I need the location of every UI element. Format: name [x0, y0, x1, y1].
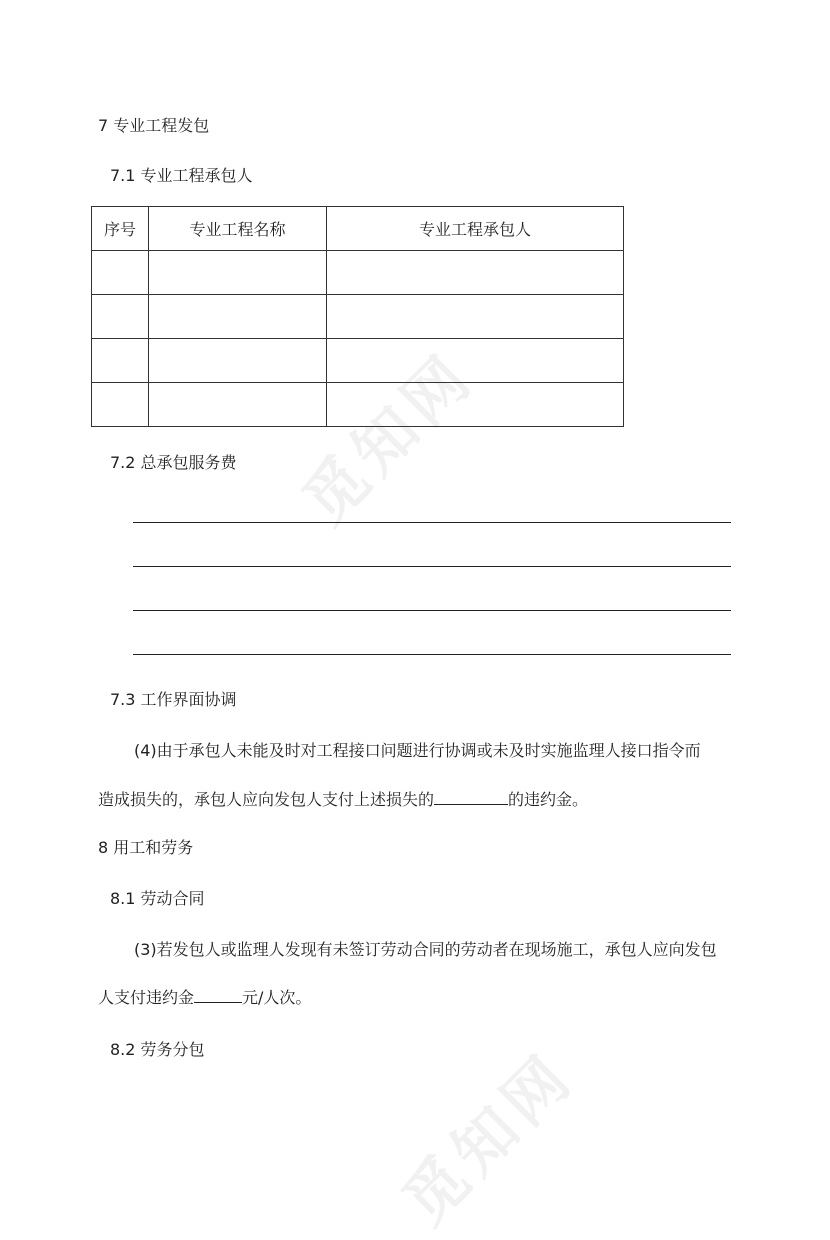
paragraph-text: 造成损失的，承包人应向发包人支付上述损失的 — [98, 790, 435, 809]
table-cell[interactable] — [327, 383, 624, 427]
penalty-blank[interactable] — [194, 986, 242, 1003]
paragraph-line: (3)若发包人或监理人发现有未签订劳动合同的劳动者在现场施工，承包人应向发包 — [134, 940, 717, 959]
table-cell[interactable] — [92, 339, 149, 383]
section-7-2-heading: 7.2 总承包服务费 — [110, 453, 237, 472]
fill-in-line[interactable] — [133, 610, 731, 611]
table-cell[interactable] — [327, 295, 624, 339]
table-row — [92, 339, 624, 383]
paragraph-text: 元/人次。 — [242, 988, 312, 1007]
table-row — [92, 251, 624, 295]
table-row — [92, 383, 624, 427]
section-7-heading: 7 专业工程发包 — [98, 116, 210, 135]
table-row — [92, 295, 624, 339]
paragraph-line: (4)由于承包人未能及时对工程接口问题进行协调或未及时实施监理人接口指令而 — [134, 741, 701, 760]
paragraph-text: 人支付违约金 — [98, 988, 195, 1007]
table-cell[interactable] — [92, 383, 149, 427]
fill-in-line[interactable] — [133, 566, 731, 567]
column-header: 专业工程名称 — [149, 207, 327, 251]
table-cell[interactable] — [149, 339, 327, 383]
section-8-2-heading: 8.2 劳务分包 — [110, 1040, 205, 1059]
section-8-heading: 8 用工和劳务 — [98, 838, 194, 857]
column-header: 专业工程承包人 — [327, 207, 624, 251]
paragraph-text: 的违约金。 — [508, 790, 589, 809]
table-cell[interactable] — [92, 251, 149, 295]
paragraph-line — [98, 787, 588, 810]
table-cell[interactable] — [92, 295, 149, 339]
table-header-row — [92, 207, 624, 251]
section-7-3-heading: 7.3 工作界面协调 — [110, 690, 237, 709]
column-header: 序号 — [92, 207, 149, 251]
fill-in-line[interactable] — [133, 654, 731, 655]
section-8-1-heading: 8.1 劳动合同 — [110, 889, 205, 908]
watermark: 觅知网 — [288, 337, 489, 539]
table-cell[interactable] — [149, 251, 327, 295]
penalty-blank[interactable] — [434, 788, 508, 805]
paragraph-line — [98, 985, 311, 1008]
watermark: 觅知网 — [388, 1037, 589, 1239]
table-cell[interactable] — [149, 383, 327, 427]
section-7-1-heading: 7.1 专业工程承包人 — [110, 166, 253, 185]
table-cell[interactable] — [327, 339, 624, 383]
fill-in-line[interactable] — [133, 522, 731, 523]
contractor-table — [91, 206, 624, 427]
table-cell[interactable] — [149, 295, 327, 339]
table-cell[interactable] — [327, 251, 624, 295]
